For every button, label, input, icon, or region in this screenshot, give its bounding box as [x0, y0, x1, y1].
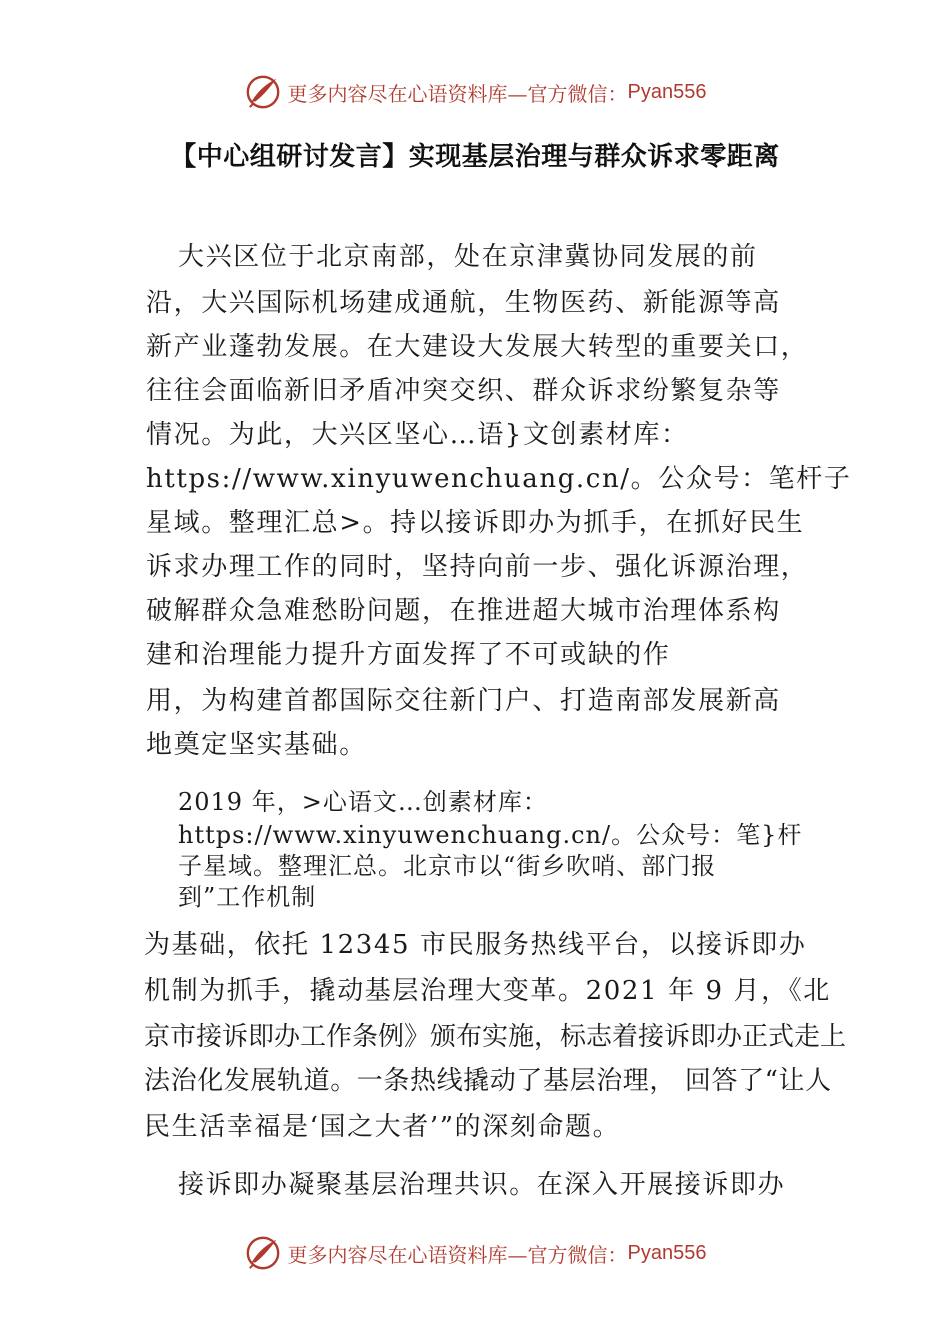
- body-line: 为基础，依托 12345 市民服务热线平台，以接诉即办: [144, 930, 807, 960]
- header-banner: [0, 72, 950, 112]
- body-line: 情况。为此，大兴区坚心…语}文创素材库：: [146, 420, 689, 450]
- body-line: 民生活幸福是‘国之大者’”的深刻命题。: [144, 1112, 621, 1142]
- body-line: 子星域。整理汇总。北京市以“街乡吹哨、部门报: [178, 852, 717, 880]
- banner-text: 更多内容尽在心语资料库—官方微信：: [287, 81, 628, 106]
- document-title: 【中心组研讨发言】实现基层治理与群众诉求零距离: [170, 142, 780, 172]
- body-line: 往往会面临新旧矛盾冲突交织、群众诉求纷繁复杂等: [146, 376, 781, 406]
- quill-logo-icon: [244, 73, 282, 111]
- body-line: 新产业蓬勃发展。在大建设大发展大转型的重要关口，: [146, 332, 809, 362]
- body-line: 地奠定坚实基础。: [146, 730, 367, 760]
- body-line: 京市接诉即办工作条例》颁布实施，标志着接诉即办正式走上: [144, 1022, 847, 1052]
- body-line: 到”工作机制: [178, 883, 317, 911]
- body-line: 法治化发展轨道。一条热线撬动了基层治理， 回答了“让人: [144, 1066, 832, 1096]
- footer-banner: [0, 1233, 950, 1273]
- banner-wechat-id: Pyan556: [627, 1241, 707, 1264]
- body-line: 2019 年，>心语文…创素材库：: [178, 788, 548, 816]
- body-line: 机制为抓手，撬动基层治理大变革。2021 年 9 月，《北: [144, 976, 831, 1006]
- body-line: https://www.xinyuwenchuang.cn/。公众号：笔}杆: [178, 821, 803, 849]
- body-line: 建和治理能力提升方面发挥了不可或缺的作: [146, 640, 671, 670]
- body-line: 沿，大兴国际机场建成通航，生物医药、新能源等高: [146, 288, 781, 318]
- banner-text: 更多内容尽在心语资料库—官方微信：: [287, 1242, 628, 1267]
- body-line: 用，为构建首都国际交往新门户、打造南部发展新高: [146, 686, 781, 716]
- body-line: https://www.xinyuwenchuang.cn/。公众号：笔杆子: [146, 464, 852, 494]
- body-line: 破解群众急难愁盼问题，在推进超大城市治理体系构: [146, 596, 781, 626]
- body-line: 星域。整理汇总>。持以接诉即办为抓手，在抓好民生: [146, 508, 805, 538]
- body-line: 大兴区位于北京南部，处在京津冀协同发展的前: [178, 242, 758, 272]
- quill-logo-icon: [244, 1234, 282, 1272]
- body-line: 诉求办理工作的同时，坚持向前一步、强化诉源治理，: [146, 552, 809, 582]
- banner-wechat-id: Pyan556: [627, 80, 707, 103]
- body-line: 接诉即办凝聚基层治理共识。在深入开展接诉即办: [178, 1170, 786, 1200]
